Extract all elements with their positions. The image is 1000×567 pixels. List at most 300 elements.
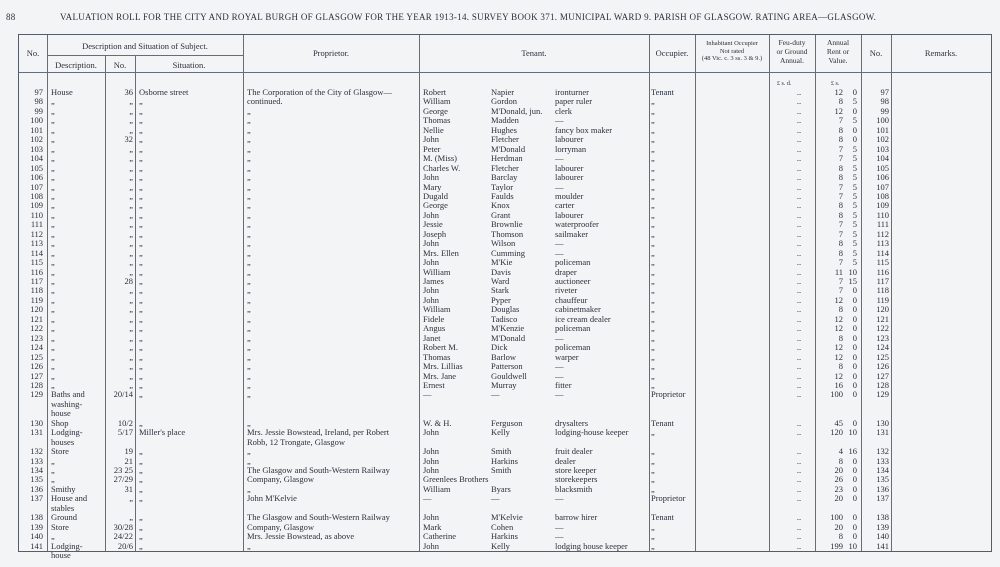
cell-sit: „ (139, 379, 143, 390)
cell-first: John (423, 238, 440, 249)
cell-occ: auctioneer (555, 276, 591, 286)
cell-num: „ (129, 209, 133, 220)
cell-first: William (423, 96, 451, 107)
cell-no: 140 (30, 531, 43, 542)
cell-no: 139 (30, 521, 43, 532)
cell-pounds: 8 (838, 247, 843, 258)
cell-sit: „ (139, 238, 143, 249)
cell-prop: „ (247, 483, 251, 494)
cell-num: „ (129, 285, 133, 296)
cell-num: „ (129, 115, 133, 126)
cell-occupier: „ (651, 540, 655, 551)
cell-occupier: „ (651, 304, 655, 315)
cell-first: Janet (423, 332, 441, 343)
cell-first: John (423, 294, 440, 305)
cell-pounds: 7 (838, 181, 843, 192)
cell-pounds: 45 (834, 417, 843, 428)
cell-sit: „ (139, 105, 143, 116)
cell-occ: clerk (555, 105, 572, 116)
cell-prop: Mrs. Jessie Bowstead, Ireland, per Robert (247, 427, 390, 438)
cell-shill: 0 (852, 455, 857, 466)
cell-sit: „ (139, 483, 143, 494)
cell-num: 27/29 (113, 474, 133, 485)
cell-pounds: 12 (834, 370, 843, 381)
cell-desc: „ (51, 228, 55, 239)
cell-last: Ward (491, 276, 510, 286)
cell-no: 127 (30, 370, 43, 381)
cell-desc: Smithy (51, 483, 76, 494)
cell-sit: „ (139, 162, 143, 173)
cell-feu: .. (796, 124, 802, 135)
cell-sit: „ (139, 370, 143, 381)
cell-no2: 107 (876, 181, 889, 192)
cell-sit: „ (139, 276, 143, 286)
cell-shill: 0 (852, 465, 857, 475)
cell-occ: labourer (555, 172, 584, 183)
cell-no: 116 (30, 266, 43, 277)
cell-no: 101 (30, 124, 43, 135)
cell-no: 135 (30, 474, 43, 485)
cell-last: Patterson (491, 361, 523, 372)
cell-pounds: 8 (838, 172, 843, 183)
cell-pounds: 8 (838, 361, 843, 372)
cell-sit: „ (139, 332, 143, 343)
cell-feu: .. (796, 228, 802, 239)
cell-feu: .. (796, 162, 802, 173)
cell-feu: .. (796, 200, 802, 211)
cell-shill: 0 (852, 521, 857, 532)
cell-prop: „ (247, 379, 251, 390)
cell-feu: .. (796, 153, 802, 164)
cell-last: Fletcher (491, 134, 519, 145)
cell-occ: lodging-house keeper (555, 427, 629, 438)
header-no-right: No. (869, 48, 883, 58)
cell-feu: .. (796, 427, 802, 438)
cell-num: 30/28 (113, 521, 133, 532)
cell-pounds: 7 (838, 219, 843, 230)
cell-shill: 5 (852, 143, 857, 154)
cell-occupier: „ (651, 181, 655, 192)
cell-shill: 5 (852, 238, 857, 249)
cell-occ: warper (555, 351, 579, 362)
cell-pounds: 8 (838, 531, 843, 542)
cell-no: 132 (30, 446, 43, 457)
cell-no2: 113 (876, 238, 889, 249)
cell-last: Hughes (491, 124, 517, 135)
cell-shill: 0 (852, 105, 857, 116)
cell-occupier: „ (651, 474, 655, 485)
cell-desc: „ (51, 465, 55, 475)
cell-feu: .. (796, 361, 802, 372)
cell-shill: 5 (852, 228, 857, 239)
cell-feu: .. (796, 134, 802, 145)
cell-feu: .. (796, 323, 802, 334)
cell-desc: washing- (51, 398, 83, 409)
cell-prop: „ (247, 219, 251, 230)
cell-feu: .. (796, 219, 802, 230)
cell-shill: 10 (848, 266, 857, 277)
cell-first: Robert M. (423, 342, 458, 353)
cell-pounds: 7 (838, 143, 843, 154)
cell-shill: 5 (852, 200, 857, 211)
header-remarks: Remarks. (924, 48, 958, 58)
cell-last: Gouldwell (491, 370, 527, 381)
cell-prop: „ (247, 294, 251, 305)
cell-sit: „ (139, 512, 143, 523)
cell-occupier: „ (651, 219, 655, 230)
cell-feu: .. (796, 285, 802, 296)
cell-occupier: Tenant (651, 417, 675, 428)
cell-last: Faulds (491, 190, 514, 201)
header-annual-line: Annual (826, 38, 850, 47)
cell-num: „ (129, 342, 133, 353)
cell-occupier: „ (651, 200, 655, 211)
cell-num: „ (129, 124, 133, 135)
cell-no2: 131 (876, 427, 889, 438)
cell-shill: 0 (852, 483, 857, 494)
cell-sit: „ (139, 172, 143, 183)
cell-feu: .. (796, 257, 802, 268)
cell-occ: ironturner (555, 87, 589, 97)
cell-sit: „ (139, 247, 143, 258)
cell-sit: „ (139, 190, 143, 201)
cell-no2: 120 (876, 304, 889, 315)
cell-pounds: 11 (834, 266, 843, 277)
cell-feu: .. (796, 521, 802, 532)
cell-occupier: „ (651, 162, 655, 173)
cell-shill: 0 (852, 351, 857, 362)
cell-occ: labourer (555, 162, 584, 173)
cell-desc: house (51, 408, 71, 419)
cell-no2: 98 (880, 96, 889, 107)
cell-shill: 0 (852, 304, 857, 315)
row-divider (47, 55, 243, 56)
cell-feu: .. (796, 115, 802, 126)
cell-feu: .. (796, 446, 802, 457)
cell-num: 24/22 (113, 531, 133, 542)
cell-occ: drysalters (555, 417, 589, 428)
cell-prop: John M'Kelvie (247, 493, 297, 504)
cell-no: 128 (30, 379, 43, 390)
cell-desc: House and (51, 493, 88, 504)
cell-no: 115 (30, 257, 43, 268)
cell-prop: „ (247, 172, 251, 183)
cell-feu: .. (796, 294, 802, 305)
cell-sit: „ (139, 219, 143, 230)
cell-occupier: „ (651, 342, 655, 353)
cell-num: „ (129, 304, 133, 315)
header-annual-line: Value. (828, 56, 848, 65)
cell-no: 103 (30, 143, 43, 154)
cell-no2: 132 (876, 446, 889, 457)
cell-desc: „ (51, 238, 55, 249)
cell-num: „ (129, 181, 133, 192)
cell-sit: „ (139, 342, 143, 353)
cell-no2: 115 (876, 257, 889, 268)
cell-occ: fitter (555, 379, 572, 390)
cell-no: 138 (30, 512, 43, 523)
cell-feu: .. (796, 474, 802, 485)
cell-shill: 0 (852, 294, 857, 305)
cell-occ: storekeepers (555, 474, 598, 485)
cell-shill: 5 (852, 219, 857, 230)
cell-occupier: „ (651, 370, 655, 381)
cell-pounds: 20 (834, 521, 843, 532)
cell-pounds: 8 (838, 209, 843, 220)
cell-first: John (423, 209, 440, 220)
cell-sit: „ (139, 323, 143, 334)
cell-occupier: „ (651, 361, 655, 372)
cell-first: Mary (423, 181, 442, 192)
cell-prop: „ (247, 389, 251, 400)
cell-no: 114 (30, 247, 43, 258)
cell-pounds: 199 (830, 540, 843, 551)
cell-occ: paper ruler (555, 96, 593, 107)
cell-feu: .. (796, 389, 802, 400)
cell-num: „ (129, 143, 133, 154)
cell-no2: 139 (876, 521, 889, 532)
cell-occupier: Tenant (651, 87, 675, 97)
cell-no: 105 (30, 162, 43, 173)
cell-last: Barlow (491, 351, 517, 362)
cell-num: 21 (124, 455, 133, 466)
cell-no2: 102 (876, 134, 889, 145)
cell-no: 119 (30, 294, 43, 305)
cell-num: 19 (124, 446, 133, 457)
cell-occ: policeman (555, 323, 591, 334)
cell-no: 123 (30, 332, 43, 343)
cell-shill: 0 (852, 285, 857, 296)
cell-occ: ice cream dealer (555, 313, 611, 324)
cell-last: Taylor (491, 181, 514, 192)
cell-desc: „ (51, 134, 55, 145)
cell-no2: 134 (876, 465, 889, 475)
cell-no: 131 (30, 427, 43, 438)
cell-pounds: 20 (834, 493, 843, 504)
cell-last: Byars (491, 483, 511, 494)
cell-no: 110 (30, 209, 43, 220)
cell-last: Knox (491, 200, 510, 211)
cell-occupier: „ (651, 483, 655, 494)
cell-desc: „ (51, 285, 55, 296)
header-number: No. (113, 60, 127, 70)
cell-feu: .. (796, 465, 802, 475)
cell-pounds: 7 (838, 276, 843, 286)
cell-occ: barrow hirer (555, 512, 598, 523)
cell-occ: draper (555, 266, 577, 277)
cell-last: Smith (491, 465, 512, 475)
cell-last: M'Donald (491, 332, 526, 343)
cell-shill: 0 (852, 323, 857, 334)
cell-prop: „ (247, 238, 251, 249)
cell-no2: 123 (876, 332, 889, 343)
cell-first: George (423, 105, 448, 116)
cell-no2: 114 (876, 247, 889, 258)
cell-last: Ferguson (491, 417, 523, 428)
cell-prop: „ (247, 285, 251, 296)
cell-first: William (423, 266, 451, 277)
cell-desc: „ (51, 294, 55, 305)
cell-no: 102 (30, 134, 43, 145)
cell-no: 134 (30, 465, 43, 475)
cell-num: „ (129, 351, 133, 362)
header-feu-line: or Ground (776, 47, 808, 56)
cell-desc: Baths and (51, 389, 85, 400)
cell-sit: „ (139, 474, 143, 485)
cell-pounds: 12 (834, 323, 843, 334)
cell-last: Thomson (491, 228, 524, 239)
cell-first: Peter (423, 143, 441, 154)
cell-sit: „ (139, 465, 143, 475)
cell-prop: Company, Glasgow (247, 474, 314, 485)
cell-prop: „ (247, 276, 251, 286)
cell-first: Dugald (423, 190, 449, 201)
cell-last: Barclay (491, 172, 518, 183)
cell-no: 99 (34, 105, 43, 116)
cell-sit: „ (139, 304, 143, 315)
cell-num: 20/6 (117, 540, 133, 551)
cell-last: Herdman (491, 153, 523, 164)
cell-pounds: 7 (838, 228, 843, 239)
cell-pounds: 7 (838, 257, 843, 268)
cell-num: „ (129, 332, 133, 343)
cell-no2: 112 (876, 228, 889, 239)
cell-occupier: „ (651, 115, 655, 126)
cell-feu: .. (796, 332, 802, 343)
cell-last: Cohen (491, 521, 514, 532)
cell-sit: „ (139, 181, 143, 192)
header-occupier: Occupier. (655, 48, 689, 58)
cell-prop: „ (247, 247, 251, 258)
cell-num: 5/17 (117, 427, 133, 438)
cell-no: 100 (30, 115, 43, 126)
cell-prop: „ (247, 304, 251, 315)
cell-no: 113 (30, 238, 43, 249)
cell-occupier: „ (651, 313, 655, 324)
cell-prop: The Glasgow and South-Western Railway (247, 465, 390, 475)
cell-no2: 122 (876, 323, 889, 334)
cell-last: Smith (491, 446, 512, 457)
cell-sit: „ (139, 455, 143, 466)
cell-no: 118 (30, 285, 43, 296)
cell-occupier: „ (651, 379, 655, 390)
cell-pounds: 23 (834, 483, 843, 494)
cell-occ: — (555, 521, 564, 532)
cell-feu: .. (796, 304, 802, 315)
cell-last: Cumming (491, 247, 526, 258)
cell-sit: „ (139, 417, 143, 428)
cell-prop: continued. (247, 96, 283, 107)
cell-sit: „ (139, 124, 143, 135)
cell-pounds: 12 (834, 87, 843, 97)
cell-occupier: „ (651, 351, 655, 362)
cell-first: John (423, 427, 440, 438)
cell-occ: lorryman (555, 143, 587, 154)
cell-last: Grant (491, 209, 511, 220)
cell-num: 10/2 (117, 417, 133, 428)
cell-first: James (423, 276, 444, 286)
cell-num: „ (129, 361, 133, 372)
cell-feu: .. (796, 370, 802, 381)
header-inhabitant (695, 40, 769, 63)
cell-shill: 0 (852, 417, 857, 428)
cell-occupier: „ (651, 294, 655, 305)
cell-shill: 0 (852, 87, 857, 97)
cell-feu: .. (796, 190, 802, 201)
cell-pounds: 8 (838, 124, 843, 135)
cell-pounds: 8 (838, 332, 843, 343)
cell-shill: 0 (852, 134, 857, 145)
cell-desc: „ (51, 370, 55, 381)
cell-first: Mrs. Ellen (423, 247, 459, 258)
cell-no2: 121 (876, 313, 889, 324)
cell-no: 120 (30, 304, 43, 315)
cell-desc: Lodging- (51, 427, 83, 438)
cell-pounds: 8 (838, 304, 843, 315)
cell-first: Greenlees Brothers (423, 474, 489, 485)
cell-pounds: 12 (834, 342, 843, 353)
cell-pounds: 8 (838, 162, 843, 173)
cell-no2: 106 (876, 172, 889, 183)
cell-prop: „ (247, 257, 251, 268)
header-annual-value (815, 38, 861, 65)
cell-occ: policeman (555, 342, 591, 353)
cell-desc: „ (51, 200, 55, 211)
cell-prop: „ (247, 332, 251, 343)
cell-feu: .. (796, 455, 802, 466)
cell-first: Angus (423, 323, 446, 334)
cell-shill: 0 (852, 332, 857, 343)
cell-sit: „ (139, 285, 143, 296)
cell-prop: Robb, 12 Trongate, Glasgow (247, 436, 345, 447)
cell-shill: 10 (848, 540, 857, 551)
cell-no2: 105 (876, 162, 889, 173)
cell-sit: „ (139, 228, 143, 239)
cell-sit: „ (139, 531, 143, 542)
cell-sit: „ (139, 361, 143, 372)
cell-pounds: 4 (838, 446, 843, 457)
cell-occupier: „ (651, 143, 655, 154)
cell-occupier: „ (651, 465, 655, 475)
cell-feu: .. (796, 266, 802, 277)
cell-no2: 141 (876, 540, 889, 551)
header-situation: Situation. (172, 60, 206, 70)
cell-last: Napier (491, 87, 515, 97)
cell-pounds: 8 (838, 134, 843, 145)
cell-last: Gordon (491, 96, 517, 107)
cell-desc: „ (51, 342, 55, 353)
cell-first: John (423, 540, 440, 551)
cell-prop: „ (247, 181, 251, 192)
cell-no: 122 (30, 323, 43, 334)
cell-pounds: 8 (838, 96, 843, 107)
cell-first: John (423, 455, 440, 466)
cell-num: „ (129, 153, 133, 164)
cell-occ: riveter (555, 285, 578, 296)
cell-occupier: „ (651, 285, 655, 296)
cell-desc: houses (51, 436, 75, 447)
cell-last: Harkins (491, 531, 518, 542)
cell-shill: 5 (852, 162, 857, 173)
cell-no: 125 (30, 351, 43, 362)
cell-occ: — (555, 493, 564, 504)
cell-num: „ (129, 323, 133, 334)
cell-desc: „ (51, 209, 55, 220)
cell-occ: — (555, 181, 564, 192)
cell-sit: „ (139, 313, 143, 324)
header-proprietor: Proprietor. (312, 48, 350, 58)
cell-occupier: „ (651, 276, 655, 286)
